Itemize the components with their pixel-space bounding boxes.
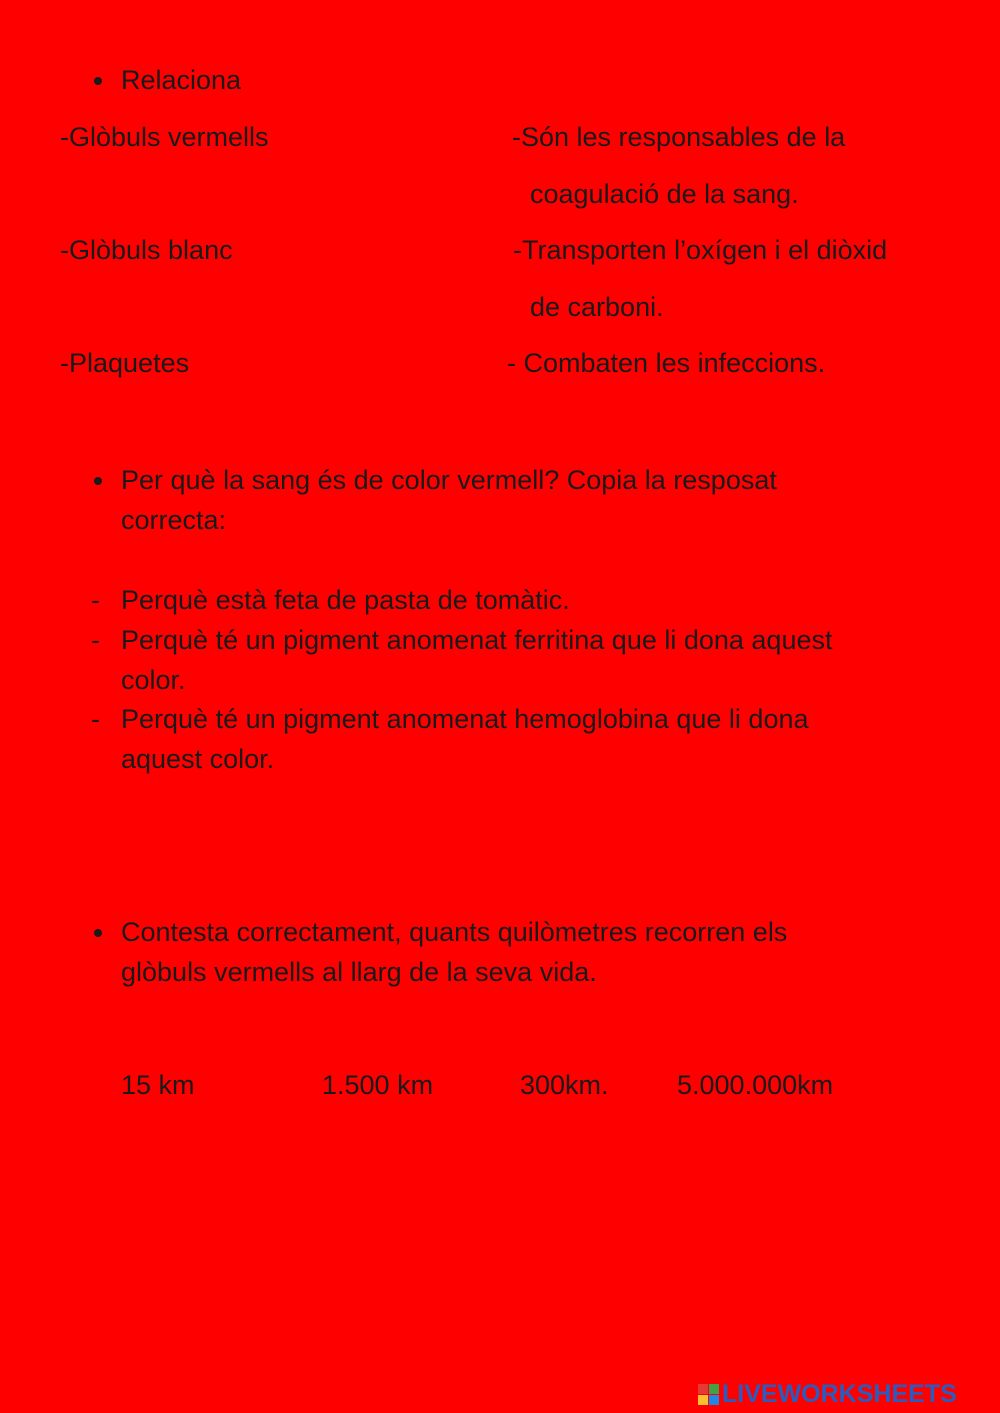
section-title-relaciona: Relaciona: [121, 60, 241, 100]
right-item-infections: - Combaten les infeccions.: [507, 348, 826, 378]
right-item-transport-line2: de carboni.: [530, 292, 664, 322]
option-tomato: - Perquè està feta de pasta de tomàtic.: [121, 580, 570, 620]
question-blood-color-line1: Per què la sang és de color vermell? Copia la resposat: [121, 460, 777, 500]
answer-300km[interactable]: 300km.: [520, 1070, 609, 1100]
liveworksheets-logo-text: LIVEWORKSHEETS: [722, 1379, 957, 1408]
left-item-red-cells: -Glòbuls vermells: [60, 122, 269, 152]
left-item-platelets: -Plaquetes: [60, 348, 190, 378]
question-blood-color-line2: correcta:: [121, 505, 227, 535]
question-distance-line2: glòbuls vermells al llarg de la seva vida.: [121, 957, 597, 987]
right-item-coagulation-line1: -Són les responsables de la: [512, 122, 846, 152]
question-distance-line1: Contesta correctament, quants quilòmetres recorren els: [121, 912, 787, 952]
answer-5000000km[interactable]: 5.000.000km: [677, 1070, 834, 1100]
option-ferritin-line2: color.: [121, 665, 186, 695]
right-item-coagulation-line2: coagulació de la sang.: [530, 179, 799, 209]
option-hemoglobin-line1: - Perquè té un pigment anomenat hemoglobina que li dona: [121, 699, 809, 739]
option-hemoglobin-line2: aquest color.: [121, 744, 275, 774]
left-item-white-cells: -Glòbuls blanc: [60, 235, 233, 265]
answer-1500km[interactable]: 1.500 km: [322, 1070, 434, 1100]
answer-15km[interactable]: 15 km: [121, 1070, 195, 1100]
right-item-transport-line1: -Transporten l’oxígen i el diòxid: [513, 235, 888, 265]
liveworksheets-logo: [698, 1378, 957, 1410]
option-ferritin-line1: - Perquè té un pigment anomenat ferritina que li dona aquest: [121, 620, 832, 660]
liveworksheets-logo-icon: [698, 1384, 719, 1405]
